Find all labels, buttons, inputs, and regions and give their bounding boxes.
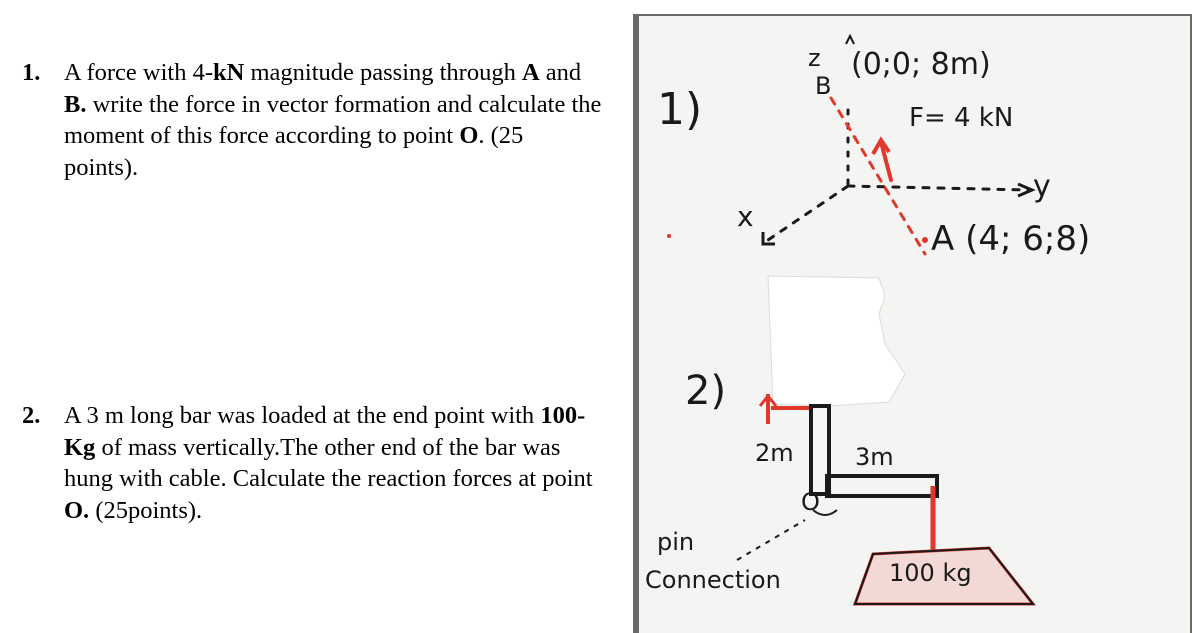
point-a-dot — [922, 237, 928, 243]
axis-z-label: z — [808, 44, 821, 72]
dim-2m: 2m — [755, 439, 794, 467]
axis-y-label: y — [1033, 169, 1051, 204]
sketch-photo — [633, 14, 1192, 633]
point-o: O — [801, 488, 820, 516]
force-label: F= 4 kN — [909, 103, 1014, 133]
pin-label: pin — [657, 528, 695, 556]
red-dot — [667, 234, 671, 238]
problem-1 — [22, 57, 602, 183]
problem-text: A force with 4-kN magnitude passing through A and B. write the force in vector formation and calculate the moment of this force according to point O. (25 points). — [64, 59, 602, 181]
label-2: 2) — [685, 368, 727, 414]
problem-number: 2. — [22, 402, 41, 429]
axis-x-label: x — [737, 200, 754, 233]
mass-label: 100 kg — [889, 559, 972, 587]
connection-label: Connection — [645, 566, 781, 594]
dim-3m: 3m — [855, 443, 894, 471]
point-b-label: B — [815, 72, 832, 100]
problem-number: 1. — [22, 59, 41, 86]
paper-patch — [768, 276, 905, 406]
coord-a: A (4; 6;8) — [931, 219, 1091, 259]
label-1: 1) — [657, 84, 703, 135]
problem-2 — [22, 400, 602, 526]
problem-text: A 3 m long bar was loaded at the end point with 100-Kg of mass vertically.The other end of the bar was hung with cable. Calculate the reaction forces at point O. (25points). — [64, 402, 593, 524]
coord-b: (0;0; 8m) — [851, 47, 991, 82]
